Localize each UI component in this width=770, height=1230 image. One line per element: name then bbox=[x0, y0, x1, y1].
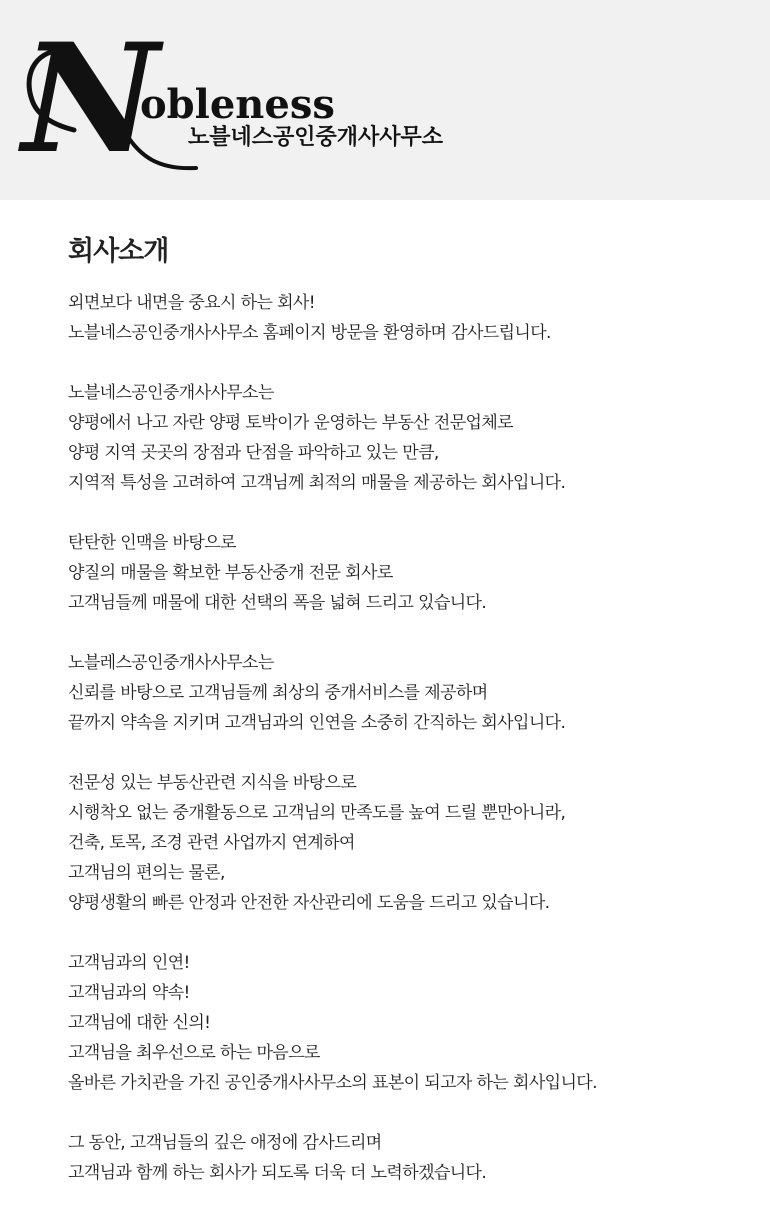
intro-line: 고객님에 대한 신의! bbox=[68, 1013, 211, 1033]
intro-line: 양평에서 나고 자란 양평 토박이가 운영하는 부동산 전문업체로 bbox=[68, 413, 513, 433]
company-intro-text bbox=[68, 288, 748, 1188]
intro-paragraph bbox=[68, 1128, 748, 1188]
intro-line: 양평생활의 빠른 안정과 안전한 자산관리에 도움을 드리고 있습니다. bbox=[68, 893, 550, 913]
intro-paragraph bbox=[68, 648, 748, 738]
intro-line: 올바른 가치관을 가진 공인중개사사무소의 표본이 되고자 하는 회사입니다. bbox=[68, 1073, 597, 1093]
logo-korean-name: 노블네스공인중개사사무소 bbox=[188, 125, 444, 150]
intro-line: 고객님과의 약속! bbox=[68, 983, 190, 1003]
intro-line: 탄탄한 인맥을 바탕으로 bbox=[68, 533, 236, 553]
page-title: 회사소개 bbox=[68, 236, 169, 267]
intro-line: 전문성 있는 부동산관련 지식을 바탕으로 bbox=[68, 773, 357, 793]
intro-line: 그 동안, 고객님들의 깊은 애정에 감사드리며 bbox=[68, 1133, 382, 1153]
intro-line: 노블네스공인중개사사무소 홈페이지 방문을 환영하며 감사드립니다. bbox=[68, 323, 551, 343]
intro-line: 양질의 매물을 확보한 부동산중개 전문 회사로 bbox=[68, 563, 393, 583]
intro-line: 고객님을 최우선으로 하는 마음으로 bbox=[68, 1043, 320, 1063]
site-header bbox=[0, 0, 770, 200]
intro-line: 지역적 특성을 고려하여 고객님께 최적의 매물을 제공하는 회사입니다. bbox=[68, 473, 566, 493]
intro-paragraph bbox=[68, 288, 748, 348]
intro-line: 건축, 토목, 조경 관련 사업까지 연계하여 bbox=[68, 833, 355, 853]
intro-line: 끝까지 약속을 지키며 고객님과의 인연을 소중히 간직하는 회사입니다. bbox=[68, 713, 566, 733]
logo-initial: N bbox=[22, 11, 160, 187]
intro-line: 시행착오 없는 중개활동으로 고객님의 만족도를 높여 드릴 뿐만아니라, bbox=[68, 803, 566, 823]
intro-paragraph bbox=[68, 948, 748, 1098]
intro-line: 고객님들께 매물에 대한 선택의 폭을 넓혀 드리고 있습니다. bbox=[68, 593, 487, 613]
intro-line: 노블네스공인중개사사무소는 bbox=[68, 383, 274, 403]
intro-paragraph bbox=[68, 528, 748, 618]
intro-line: 고객님과의 인연! bbox=[68, 953, 190, 973]
company-logo[interactable] bbox=[22, 11, 462, 187]
intro-paragraph bbox=[68, 768, 748, 918]
intro-line: 노블레스공인중개사사무소는 bbox=[68, 653, 274, 673]
intro-paragraph bbox=[68, 378, 748, 498]
intro-line: 외면보다 내면을 중요시 하는 회사! bbox=[68, 293, 315, 313]
intro-line: 양평 지역 곳곳의 장점과 단점을 파악하고 있는 만큼, bbox=[68, 443, 439, 463]
intro-line: 고객님과 함께 하는 회사가 되도록 더욱 더 노력하겠습니다. bbox=[68, 1163, 487, 1183]
logo-wordmark: obleness bbox=[140, 81, 335, 128]
main-content bbox=[68, 232, 748, 1188]
intro-line: 신뢰를 바탕으로 고객님들께 최상의 중개서비스를 제공하며 bbox=[68, 683, 488, 703]
intro-line: 고객님의 편의는 물론, bbox=[68, 863, 225, 883]
